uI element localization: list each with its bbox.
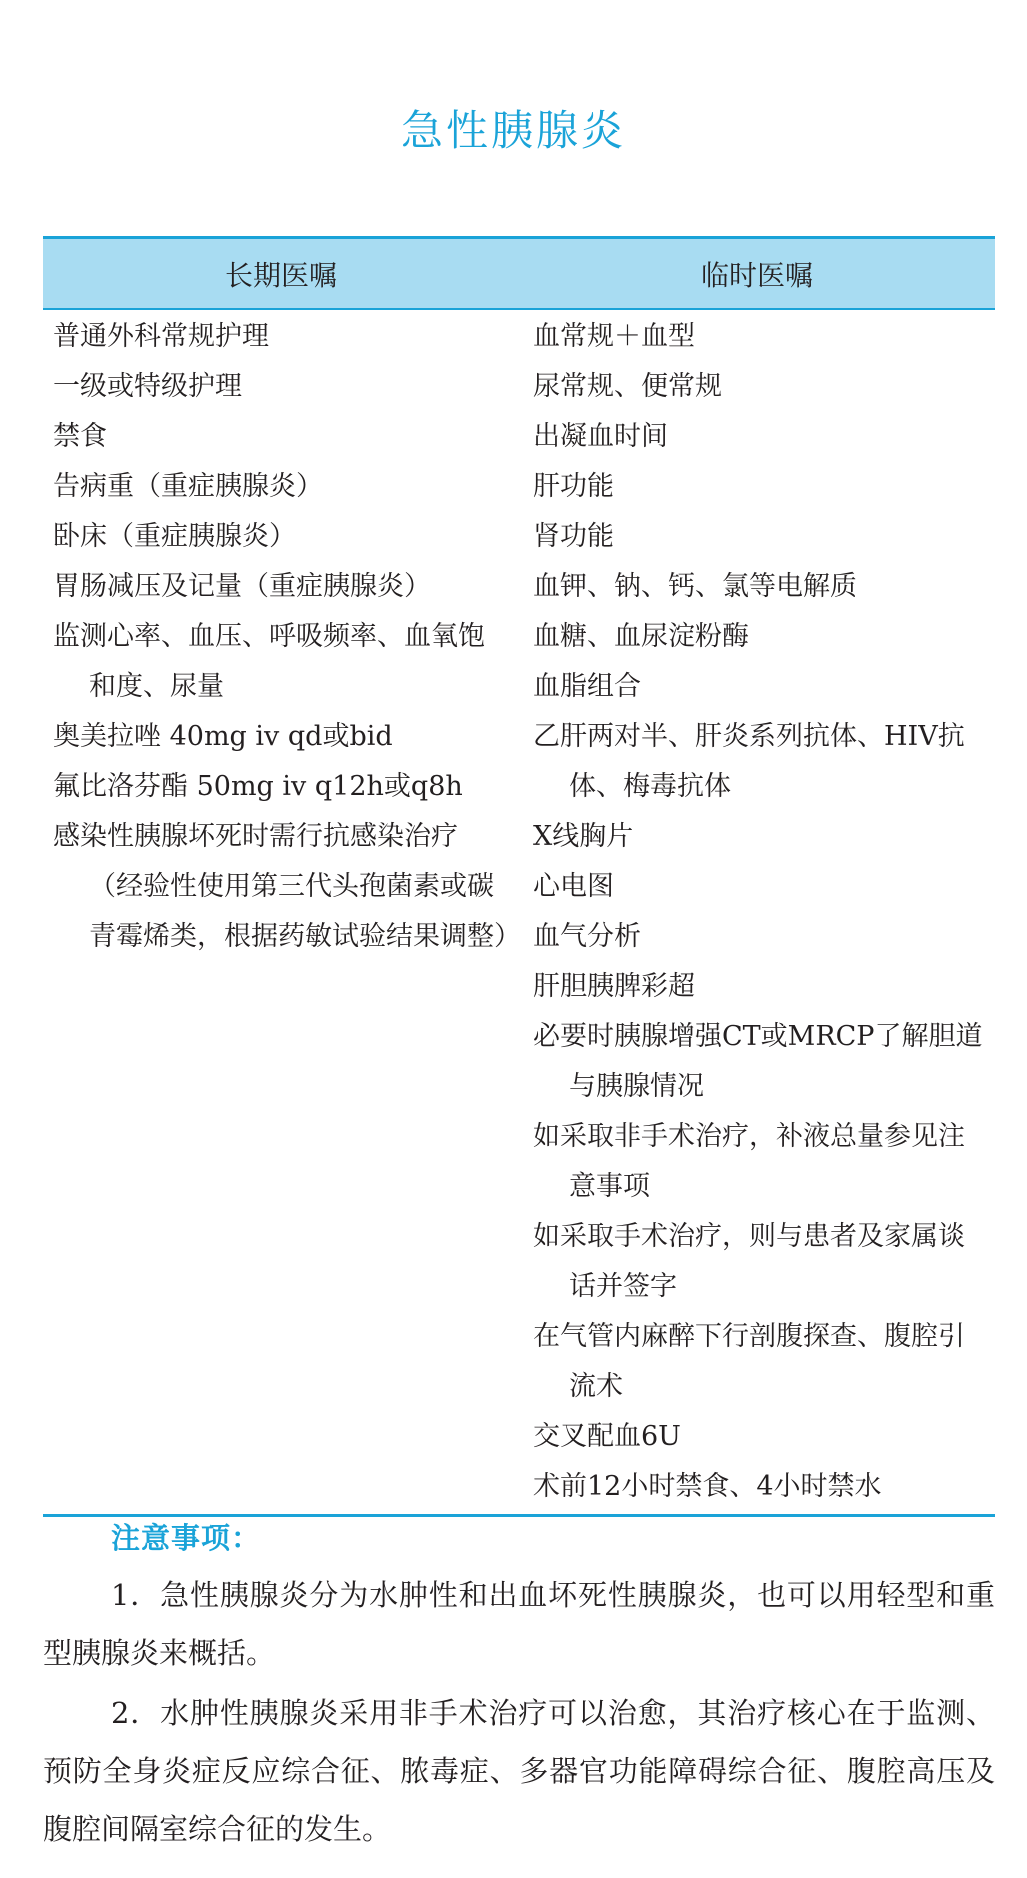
- long-term-order-item: 胃肠减压及记量（重症胰腺炎）: [53, 571, 431, 602]
- temporary-order-item: 血钾、钠、钙、氯等电解质: [533, 571, 857, 602]
- temporary-order-item: 乙肝两对半、肝炎系列抗体、HIV抗体、梅毒抗体: [533, 721, 965, 802]
- table-body: [43, 310, 995, 1514]
- long-term-order-item: 告病重（重症胰腺炎）: [53, 471, 323, 502]
- temporary-order-item: 必要时胰腺增强CT或MRCP了解胆道与胰腺情况: [533, 1021, 983, 1102]
- temporary-order-item: 如采取非手术治疗，补液总量参见注意事项: [533, 1121, 965, 1202]
- temporary-order-item: X线胸片: [533, 821, 634, 852]
- page-title: 急性胰腺炎: [400, 106, 626, 155]
- note-paragraph: 2．水肿性胰腺炎采用非手术治疗可以治愈，其治疗核心在于监测、预防全身炎症反应综合征、脓毒症、多器官功能障碍综合征、腹腔高压及腹腔间隔室综合征的发生。: [43, 1696, 995, 1846]
- temporary-order-item: 出凝血时间: [533, 421, 668, 452]
- notes-heading: 注意事项：: [111, 1521, 262, 1555]
- temporary-order-item: 肝功能: [533, 471, 614, 502]
- note-paragraph: 1．急性胰腺炎分为水肿性和出血坏死性胰腺炎，也可以用轻型和重型胰腺炎来概括。: [43, 1578, 995, 1670]
- temporary-order-item: 如采取手术治疗，则与患者及家属谈话并签字: [533, 1221, 965, 1302]
- temporary-order-item: 血脂组合: [533, 671, 641, 702]
- long-term-order-item: 一级或特级护理: [53, 371, 242, 402]
- temporary-order-item: 交叉配血6U: [533, 1421, 681, 1452]
- temporary-orders-column: [519, 312, 995, 1512]
- medical-orders-table: [43, 236, 995, 1517]
- long-term-order-item: 感染性胰腺坏死时需行抗感染治疗（经验性使用第三代头孢菌素或碳青霉烯类，根据药敏试验结果调整）: [53, 821, 521, 952]
- temporary-order-item: 肾功能: [533, 521, 614, 552]
- temporary-order-item: 在气管内麻醉下行剖腹探查、腹腔引流术: [533, 1321, 965, 1402]
- long-term-order-item: 监测心率、血压、呼吸频率、血氧饱和度、尿量: [53, 621, 485, 702]
- temporary-orders-header: 临时医嘱: [700, 258, 813, 292]
- table-header: [43, 236, 995, 310]
- temporary-order-item: 尿常规、便常规: [533, 371, 722, 402]
- temporary-order-item: 肝胆胰脾彩超: [533, 971, 695, 1002]
- notes-section: [43, 1512, 995, 1858]
- long-term-order-item: 奥美拉唑 40mg iv qd或bid: [53, 721, 393, 752]
- long-term-orders-header: 长期医嘱: [224, 258, 337, 292]
- temporary-order-item: 血糖、血尿淀粉酶: [533, 621, 749, 652]
- temporary-order-item: 血常规＋血型: [533, 321, 695, 352]
- temporary-order-item: 术前12小时禁食、4小时禁水: [533, 1471, 882, 1502]
- long-term-orders-column: [43, 312, 519, 1512]
- long-term-order-item: 普通外科常规护理: [53, 321, 269, 352]
- long-term-order-item: 禁食: [53, 421, 107, 452]
- temporary-order-item: 心电图: [533, 871, 614, 902]
- temporary-order-item: 血气分析: [533, 921, 641, 952]
- long-term-order-item: 卧床（重症胰腺炎）: [53, 521, 296, 552]
- long-term-order-item: 氟比洛芬酯 50mg iv q12h或q8h: [53, 771, 463, 802]
